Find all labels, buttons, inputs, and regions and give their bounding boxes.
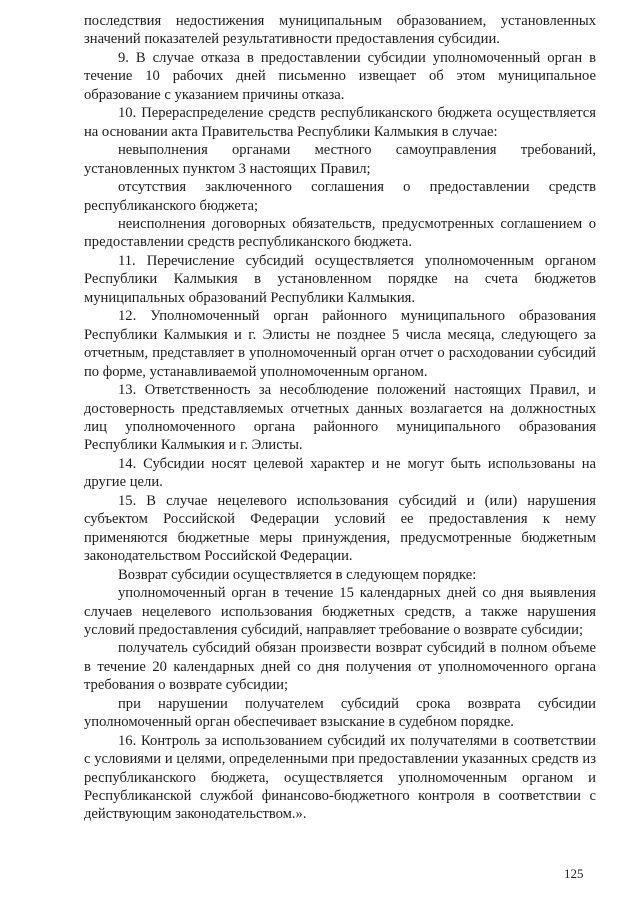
paragraph-item-13: 13. Ответственность за несоблюдение положений настоящих Правил, и достоверность представляемых отчетных данных возлагается на должностных лиц уполномоченного органа районного муниципального образования Республики Калмыкия и г. Элисты.	[84, 382, 596, 454]
paragraph-case-noncompliance: невыполнения органами местного самоуправления требований, установленных пунктом 3 настоящих Правил;	[84, 142, 596, 177]
paragraph-item-16: 16. Контроль за использованием субсидий их получателями в соответствии с условиями и целями, определенными при предоставлении указанных средств из республиканского бюджета, осуществляется уполномоченным органом и Республиканской службой финансово-бюджетного контроля в соответствии с действующим законодательством.».	[84, 732, 596, 823]
paragraph-item-12: 12. Уполномоченный орган районного муниципального образования Республики Калмыкия и г. Элисты не позднее 5 числа месяца, следующего за отчетным, представляет в уполномоченный орган отчет о расходовании субсидий по форме, устанавливаемой уполномоченным органом.	[84, 308, 596, 380]
document-body	[84, 12, 596, 824]
paragraph-return-order: Возврат субсидии осуществляется в следующем порядке:	[118, 566, 477, 583]
paragraph-item-9: 9. В случае отказа в предоставлении субсидии уполномоченный орган в течение 10 рабочих дней письменно извещает об этом муниципальное образование с указанием причины отказа.	[84, 49, 596, 103]
paragraph-return-step-2: получатель субсидий обязан произвести возврат субсидий в полном объеме в течение 20 календарных дней со дня получения от уполномоченного органа требования о возврате субсидии;	[84, 640, 596, 694]
paragraph-case-no-agreement: отсутствия заключенного соглашения о предоставлении средств республиканского бюджета;	[84, 179, 596, 214]
paragraph-item-14: 14. Субсидии носят целевой характер и не могут быть использованы на другие цели.	[84, 455, 596, 491]
paragraph-item-11: 11. Перечисление субсидий осуществляется уполномоченным органом Республики Калмыкия в установленном порядке на счета бюджетов муниципальных образований Республики Калмыкия.	[84, 252, 596, 306]
paragraph-return-step-1: уполномоченный орган в течение 15 календарных дней со дня выявления случаев нецелевого использования бюджетных средств, а также нарушения условий предоставления субсидий, направляет требование о возврате субсидии;	[84, 585, 596, 638]
paragraph-case-nonfulfillment: неисполнения договорных обязательств, предусмотренных соглашением о предоставлении средств республиканского бюджета.	[84, 215, 596, 251]
paragraph-item-10: 10. Перераспределение средств республиканского бюджета осуществляется на основании акта Правительства Республики Калмыкия в случае:	[84, 105, 596, 140]
paragraph-continuation: последствия недостижения муниципальным образованием, установленных значений показателей результативности предоставления субсидии.	[84, 13, 596, 48]
paragraph-item-15: 15. В случае нецелевого использования субсидий и (или) нарушения субъектом Российской Федерации условий ее предоставления к нему применяются бюджетные меры принуждения, предусмотренные бюджетным законодательством Российской Федерации.	[84, 492, 596, 565]
paragraph-return-step-3: при нарушении получателем субсидий срока возврата субсидии уполномоченный орган обеспечивает взыскание в судебном порядке.	[84, 695, 596, 731]
page-number: 125	[564, 866, 584, 881]
